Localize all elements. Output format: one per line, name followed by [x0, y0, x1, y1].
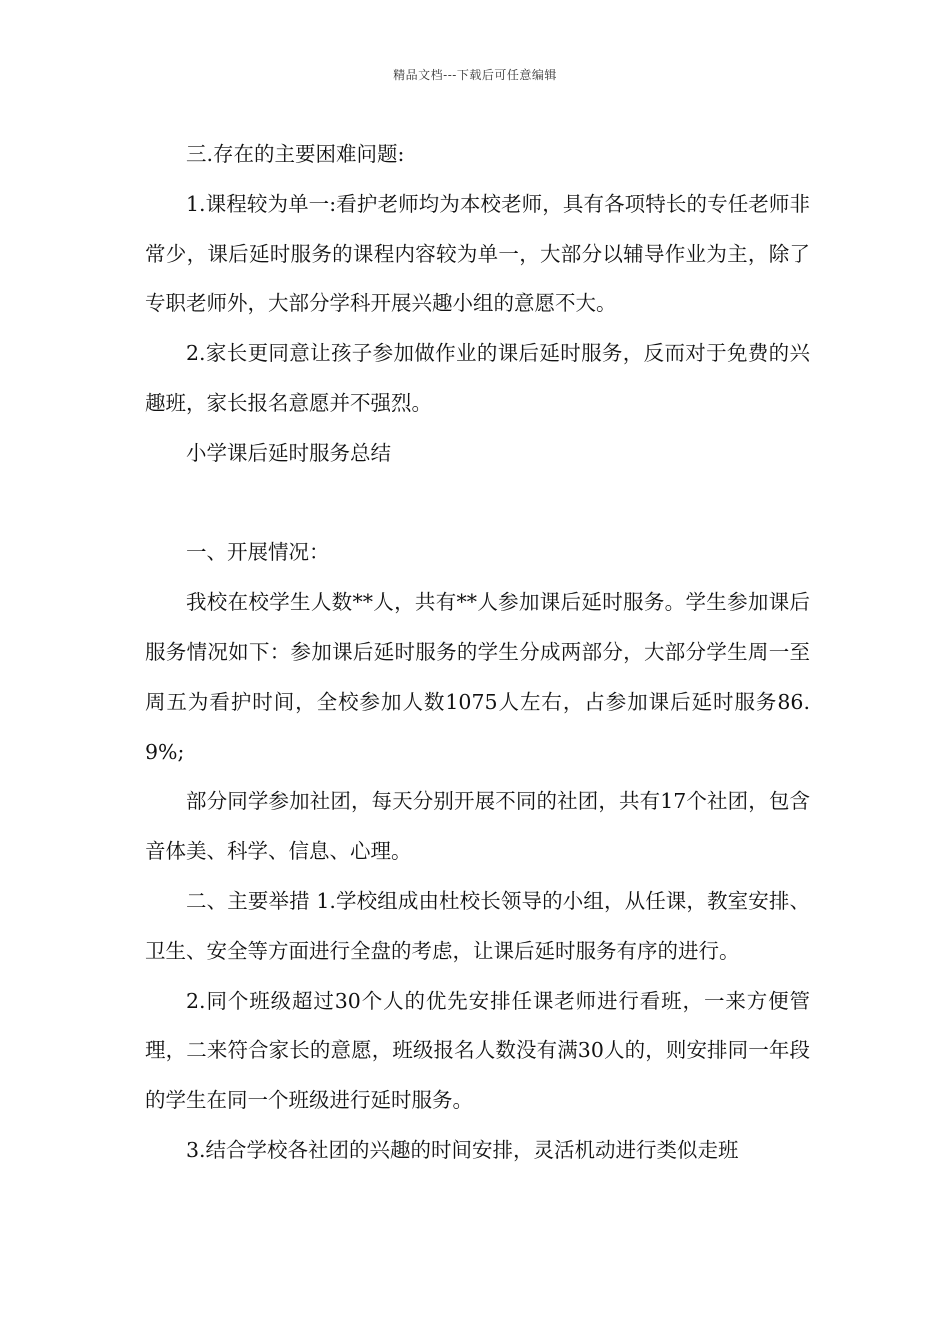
page-header: 精品文档---下载后可任意编辑	[393, 68, 557, 82]
paragraph-measures-2: 2.同个班级超过30个人的优先安排任课老师进行看班，一来方便管理，二来符合家长的意愿，班级报名人数没有满30人的，则安排同一年段的学生在同一个班级进行延时服务。	[145, 988, 810, 1113]
paragraph-difficulty-2: 2.家长更同意让孩子参加做作业的课后延时服务，反而对于免费的兴趣班，家长报名意愿并不强烈。	[145, 341, 810, 415]
document-body	[145, 130, 810, 1176]
paragraph-overview-1: 我校在校学生人数**人，共有**人参加课后延时服务。学生参加课后服务情况如下：参加课后延时服务的学生分成两部分，大部分学生周一至周五为看护时间，全校参加人数1075人左右，占参加课后延时服务86.9%;	[145, 590, 810, 764]
section-heading-overview: 一、开展情况：	[186, 540, 330, 565]
document-title: 小学课后延时服务总结	[186, 440, 391, 465]
paragraph-overview-2: 部分同学参加社团，每天分别开展不同的社团，共有17个社团，包含音体美、科学、信息、心理。	[145, 789, 810, 864]
paragraph-difficulty-1: 1.课程较为单一:看护老师均为本校老师，具有各项特长的专任老师非常少，课后延时服务的课程内容较为单一，大部分以辅导作业为主，除了专职老师外，大部分学科开展兴趣小组的意愿不大。	[145, 191, 810, 316]
paragraph-measures-1: 二、主要举措 1.学校组成由杜校长领导的小组，从任课，教室安排、卫生、安全等方面进行全盘的考虑，让课后延时服务有序的进行。	[145, 888, 810, 963]
paragraph-measures-3: 3.结合学校各社团的兴趣的时间安排，灵活机动进行类似走班	[186, 1137, 739, 1162]
section-heading-difficulties: 三.存在的主要困难问题:	[186, 142, 405, 166]
